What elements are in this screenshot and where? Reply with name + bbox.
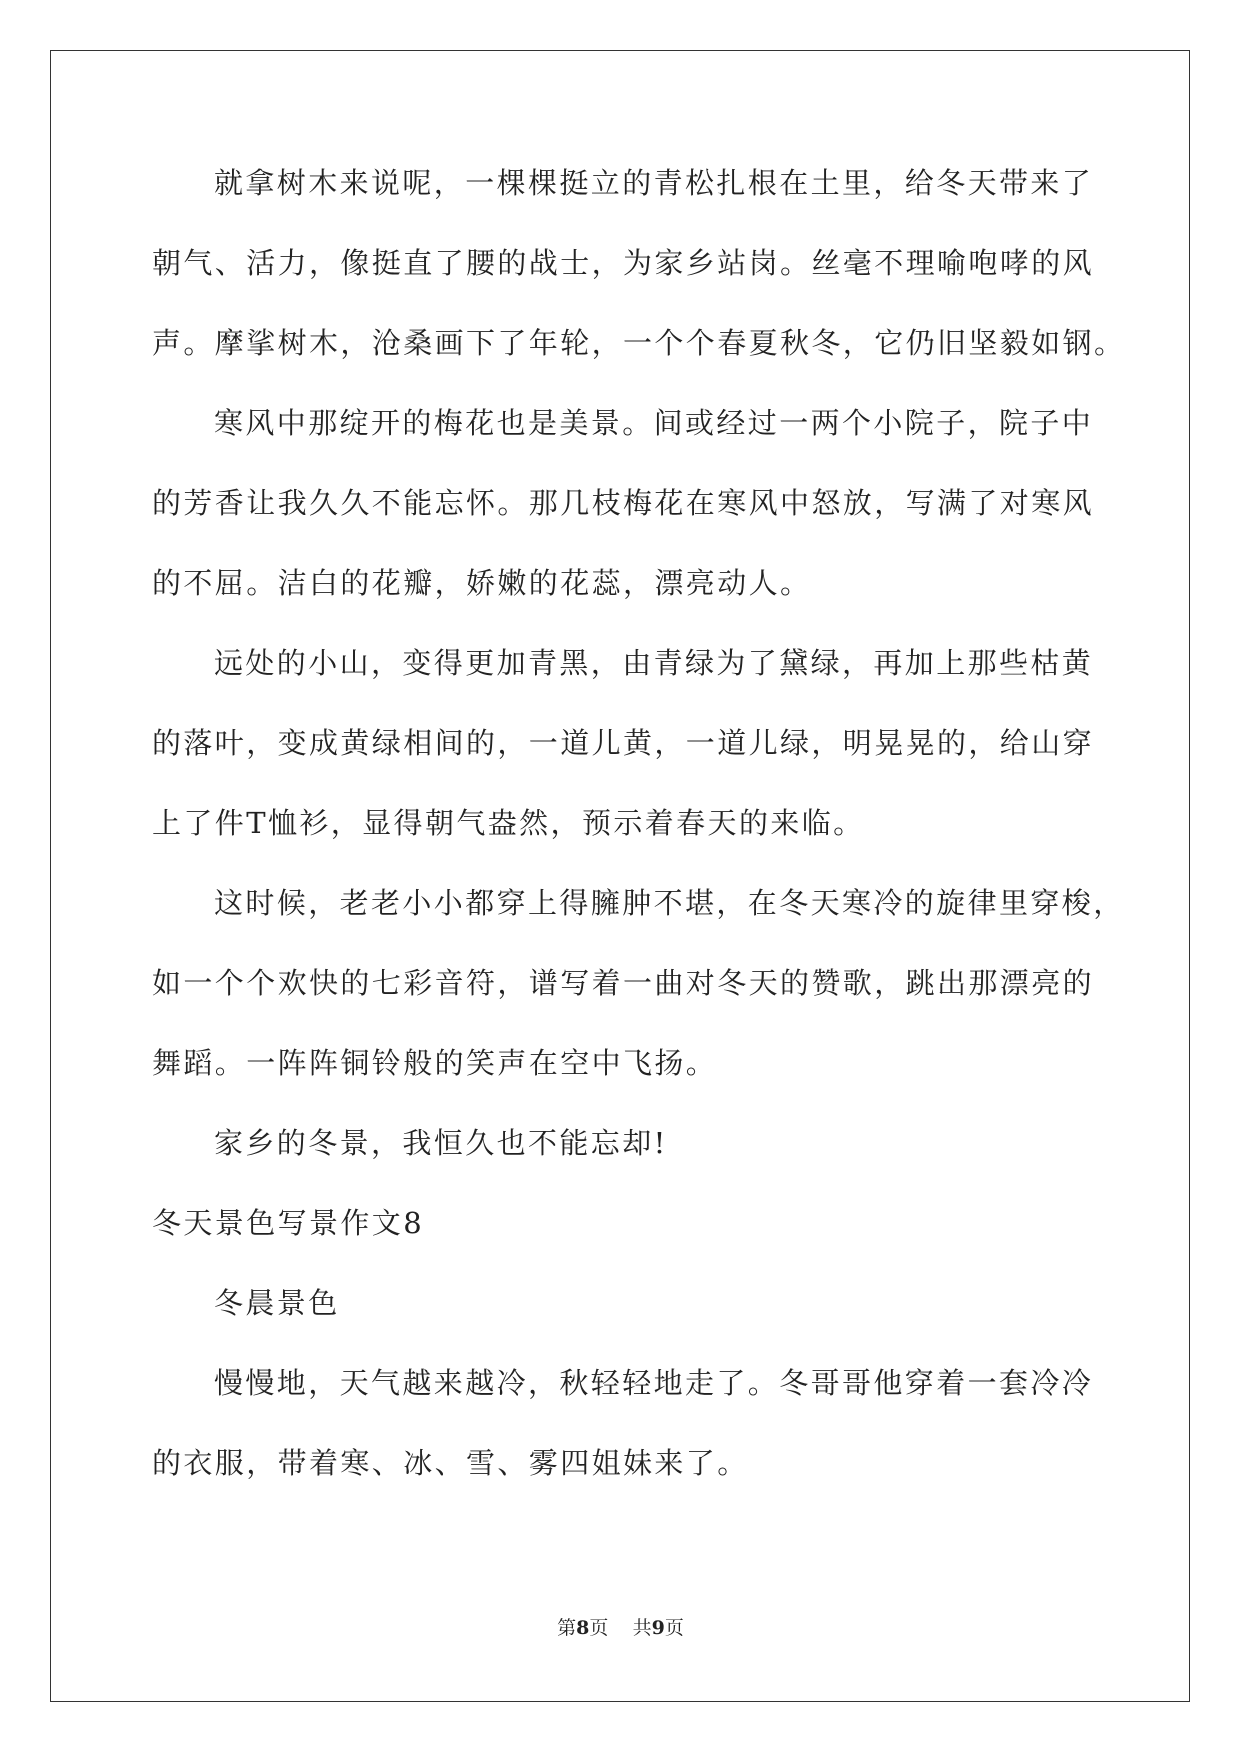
text-line: 的落叶，变成黄绿相间的，一道儿黄，一道儿绿，明晃晃的，给山穿 bbox=[152, 726, 1095, 760]
total-label-suffix: 页 bbox=[664, 1617, 684, 1639]
subsection-heading: 冬晨景色 bbox=[214, 1286, 340, 1320]
text-line: 的芳香让我久久不能忘怀。那几枝梅花在寒风中怒放，写满了对寒风 bbox=[152, 486, 1095, 520]
text-line: 家乡的冬景，我恒久也不能忘却! bbox=[214, 1126, 668, 1160]
text-line: 声。摩挲树木，沧桑画下了年轮，一个个春夏秋冬，它仍旧坚毅如钢。 bbox=[152, 326, 1126, 360]
text-line: 寒风中那绽开的梅花也是美景。间或经过一两个小院子，院子中 bbox=[214, 406, 1094, 440]
page-label-suffix: 页 bbox=[589, 1617, 609, 1639]
text-line: 就拿树木来说呢，一棵棵挺立的青松扎根在土里，给冬天带来了 bbox=[214, 166, 1094, 200]
page-footer bbox=[0, 1616, 1241, 1640]
text-line: 上了件T恤衫，显得朝气盎然，预示着春天的来临。 bbox=[152, 806, 865, 840]
text-line: 的衣服，带着寒、冰、雪、雾四姐妹来了。 bbox=[152, 1446, 749, 1480]
text-line: 舞蹈。一阵阵铜铃般的笑声在空中飞扬。 bbox=[152, 1046, 718, 1080]
total-label-prefix: 共 bbox=[632, 1617, 652, 1639]
text-line: 如一个个欢快的七彩音符，谱写着一曲对冬天的赞歌，跳出那漂亮的 bbox=[152, 966, 1095, 1000]
page-current: 8 bbox=[576, 1617, 590, 1639]
text-line: 的不屈。洁白的花瓣，娇嫩的花蕊，漂亮动人。 bbox=[152, 566, 812, 600]
text-line: 远处的小山，变得更加青黑，由青绿为了黛绿，再加上那些枯黄 bbox=[214, 646, 1094, 680]
page-total: 9 bbox=[651, 1617, 665, 1639]
section-heading: 冬天景色写景作文8 bbox=[152, 1206, 425, 1240]
text-line: 这时候，老老小小都穿上得臃肿不堪，在冬天寒冷的旋律里穿梭， bbox=[214, 886, 1125, 920]
text-line: 慢慢地，天气越来越冷，秋轻轻地走了。冬哥哥他穿着一套冷冷 bbox=[214, 1366, 1094, 1400]
text-line: 朝气、活力，像挺直了腰的战士，为家乡站岗。丝毫不理喻咆哮的风 bbox=[152, 246, 1095, 280]
page-label-prefix: 第 bbox=[557, 1617, 577, 1639]
